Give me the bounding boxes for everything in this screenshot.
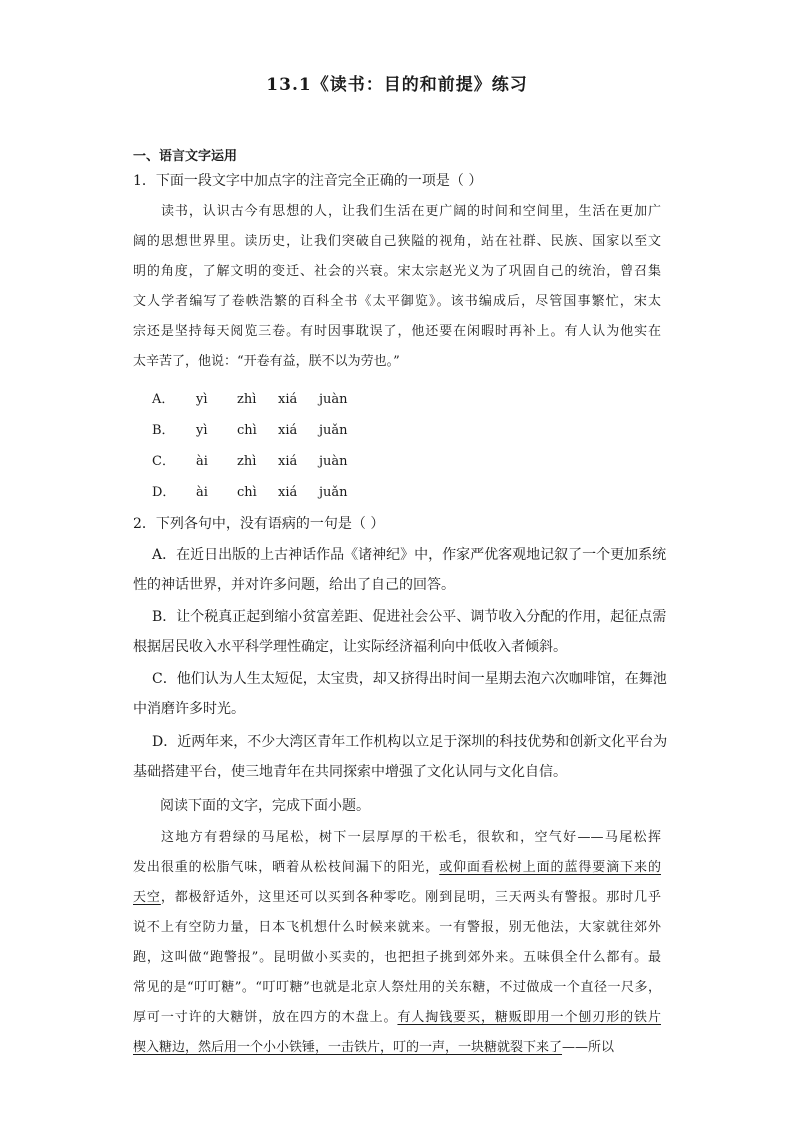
option-line: C．他们认为人生太短促，太宝贵，却又挤得出时间一星期去泡六次咖啡馆，在舞池 [152, 671, 667, 687]
section-heading: 一、语言文字运用 [133, 149, 238, 164]
pinyin: zhì [237, 454, 257, 469]
passage-line: 阔的思想世界里。读历史，让我们突破自己狭隘的视角，站在社群、民族、国家以至文 [133, 234, 661, 249]
pinyin: yì [196, 392, 208, 407]
page-title: 13.1《读书：目的和前提》练习 [266, 75, 528, 95]
pinyin: chì [237, 485, 257, 500]
passage-text: 这地方有碧绿的马尾松，树下一层厚厚的干松毛，很软和，空气好——马尾松挥 [161, 830, 661, 845]
question-1-option-b[interactable] [152, 421, 379, 441]
pinyin: yì [196, 423, 208, 438]
pinyin: xiá [278, 485, 298, 500]
passage-text: 常见的是“叮叮糖”。“叮叮糖”也就是北京人祭灶用的关东糖，不过做成一个直径一尺多， [133, 980, 661, 995]
passage-text: 厚可一寸许的大糖饼，放在四方的木盘上。 [133, 1010, 398, 1025]
pinyin: juàn [319, 454, 348, 469]
passage-line [133, 823, 661, 853]
passage-line [133, 853, 661, 883]
question-2-option-d[interactable] [133, 727, 668, 787]
passage-text: ，都极舒适外，这里还可以买到各种零吃。刚到昆明，三天两头有警报。那时几乎 [160, 890, 661, 905]
pinyin: juǎn [319, 485, 348, 500]
option-line: B．让个税真正起到缩小贫富差距、促进社会公平、调节收入分配的作用，起征点需 [152, 609, 667, 625]
question-1-option-a[interactable] [152, 390, 379, 410]
passage-line: 明的角度，了解文明的变迁、社会的兴衰。宋太宗赵光义为了巩固自己的统治，曾召集 [133, 264, 661, 279]
option-label: C． [152, 454, 175, 469]
option-label: A． [152, 392, 175, 407]
option-label: B． [152, 423, 175, 438]
option-line: 基础搭建平台，使三地青年在共同探索中增强了文化认同与文化自信。 [133, 764, 567, 780]
underlined-text: 楔入糖边，然后用一个小小铁锤，一击铁片，叮的一声，一块糖就裂下来了 [133, 1040, 563, 1055]
option-line: A．在近日出版的上古神话作品《诸神纪》中，作家严优客观地记叙了一个更加系统 [152, 547, 667, 563]
passage-line: 宗还是坚持每天阅览三卷。有时因事耽误了，他还要在闲暇时再补上。有人认为他实在 [133, 324, 661, 339]
pinyin: juǎn [319, 423, 348, 438]
option-line: D．近两年来，不少大湾区青年工作机构以立足于深圳的科技优势和创新文化平台为 [152, 734, 668, 750]
passage-text: 跑，这叫做“跑警报”。昆明做小买卖的，也把担子挑到郊外来。五味俱全什么都有。最 [133, 950, 661, 965]
question-1-option-d[interactable] [152, 483, 379, 503]
pinyin: xiá [278, 454, 298, 469]
reading-passage [133, 823, 661, 1063]
pinyin: juàn [319, 392, 348, 407]
question-2-option-a[interactable] [133, 540, 667, 600]
question-2-option-b[interactable] [133, 602, 667, 662]
question-1-passage [133, 197, 661, 377]
passage-line [133, 973, 661, 1003]
option-line: 中消磨许多时光。 [133, 701, 245, 717]
passage-line [133, 1003, 661, 1033]
pinyin: xiá [278, 423, 298, 438]
underlined-text: 或仰面看松树上面的蓝得要滴下来的 [439, 860, 661, 875]
passage-text: ——所以 [562, 1040, 615, 1055]
option-line: 根据居民收入水平科学理性确定，让实际经济福利向中低收入者倾斜。 [133, 639, 567, 655]
question-2-option-c[interactable] [133, 664, 667, 724]
pinyin: xiá [278, 392, 298, 407]
passage-line [133, 883, 661, 913]
pinyin: ài [196, 485, 208, 500]
option-label: D． [152, 485, 176, 500]
pinyin: ài [196, 454, 208, 469]
passage-line [133, 1033, 661, 1063]
underlined-text: 天空 [133, 890, 161, 905]
passage-line [133, 943, 661, 973]
underlined-text: 有人掏钱要买，糖贩即用一个刨刃形的铁片 [397, 1010, 661, 1025]
question-1-option-c[interactable] [152, 452, 379, 472]
passage-text: 说不上有空防力量，日本飞机想什么时候来就来。一有警报，别无他法，大家就往郊外 [133, 920, 661, 935]
question-2-stem: 2．下列各句中，没有语病的一句是（ ） [133, 516, 385, 532]
passage-line: 太辛苦了，他说：“开卷有益，朕不以为劳也。” [133, 354, 400, 369]
passage-line: 读书，认识古今有思想的人，让我们生活在更广阔的时间和空间里，生活在更加广 [161, 204, 661, 219]
passage-text: 发出很重的松脂气味，晒着从松枝间漏下的阳光， [133, 860, 440, 875]
option-line: 性的神话世界，并对许多问题，给出了自己的回答。 [133, 577, 455, 593]
reading-instruction: 阅读下面的文字，完成下面小题。 [160, 798, 370, 814]
pinyin: zhì [237, 392, 257, 407]
passage-line [133, 913, 661, 943]
passage-line: 文人学者编写了卷帙浩繁的百科全书《太平御览》。该书编成后，尽管国事繁忙，宋太 [133, 294, 661, 309]
pinyin: chì [237, 423, 257, 438]
question-1-stem: 1．下面一段文字中加点字的注音完全正确的一项是（ ） [133, 173, 483, 189]
